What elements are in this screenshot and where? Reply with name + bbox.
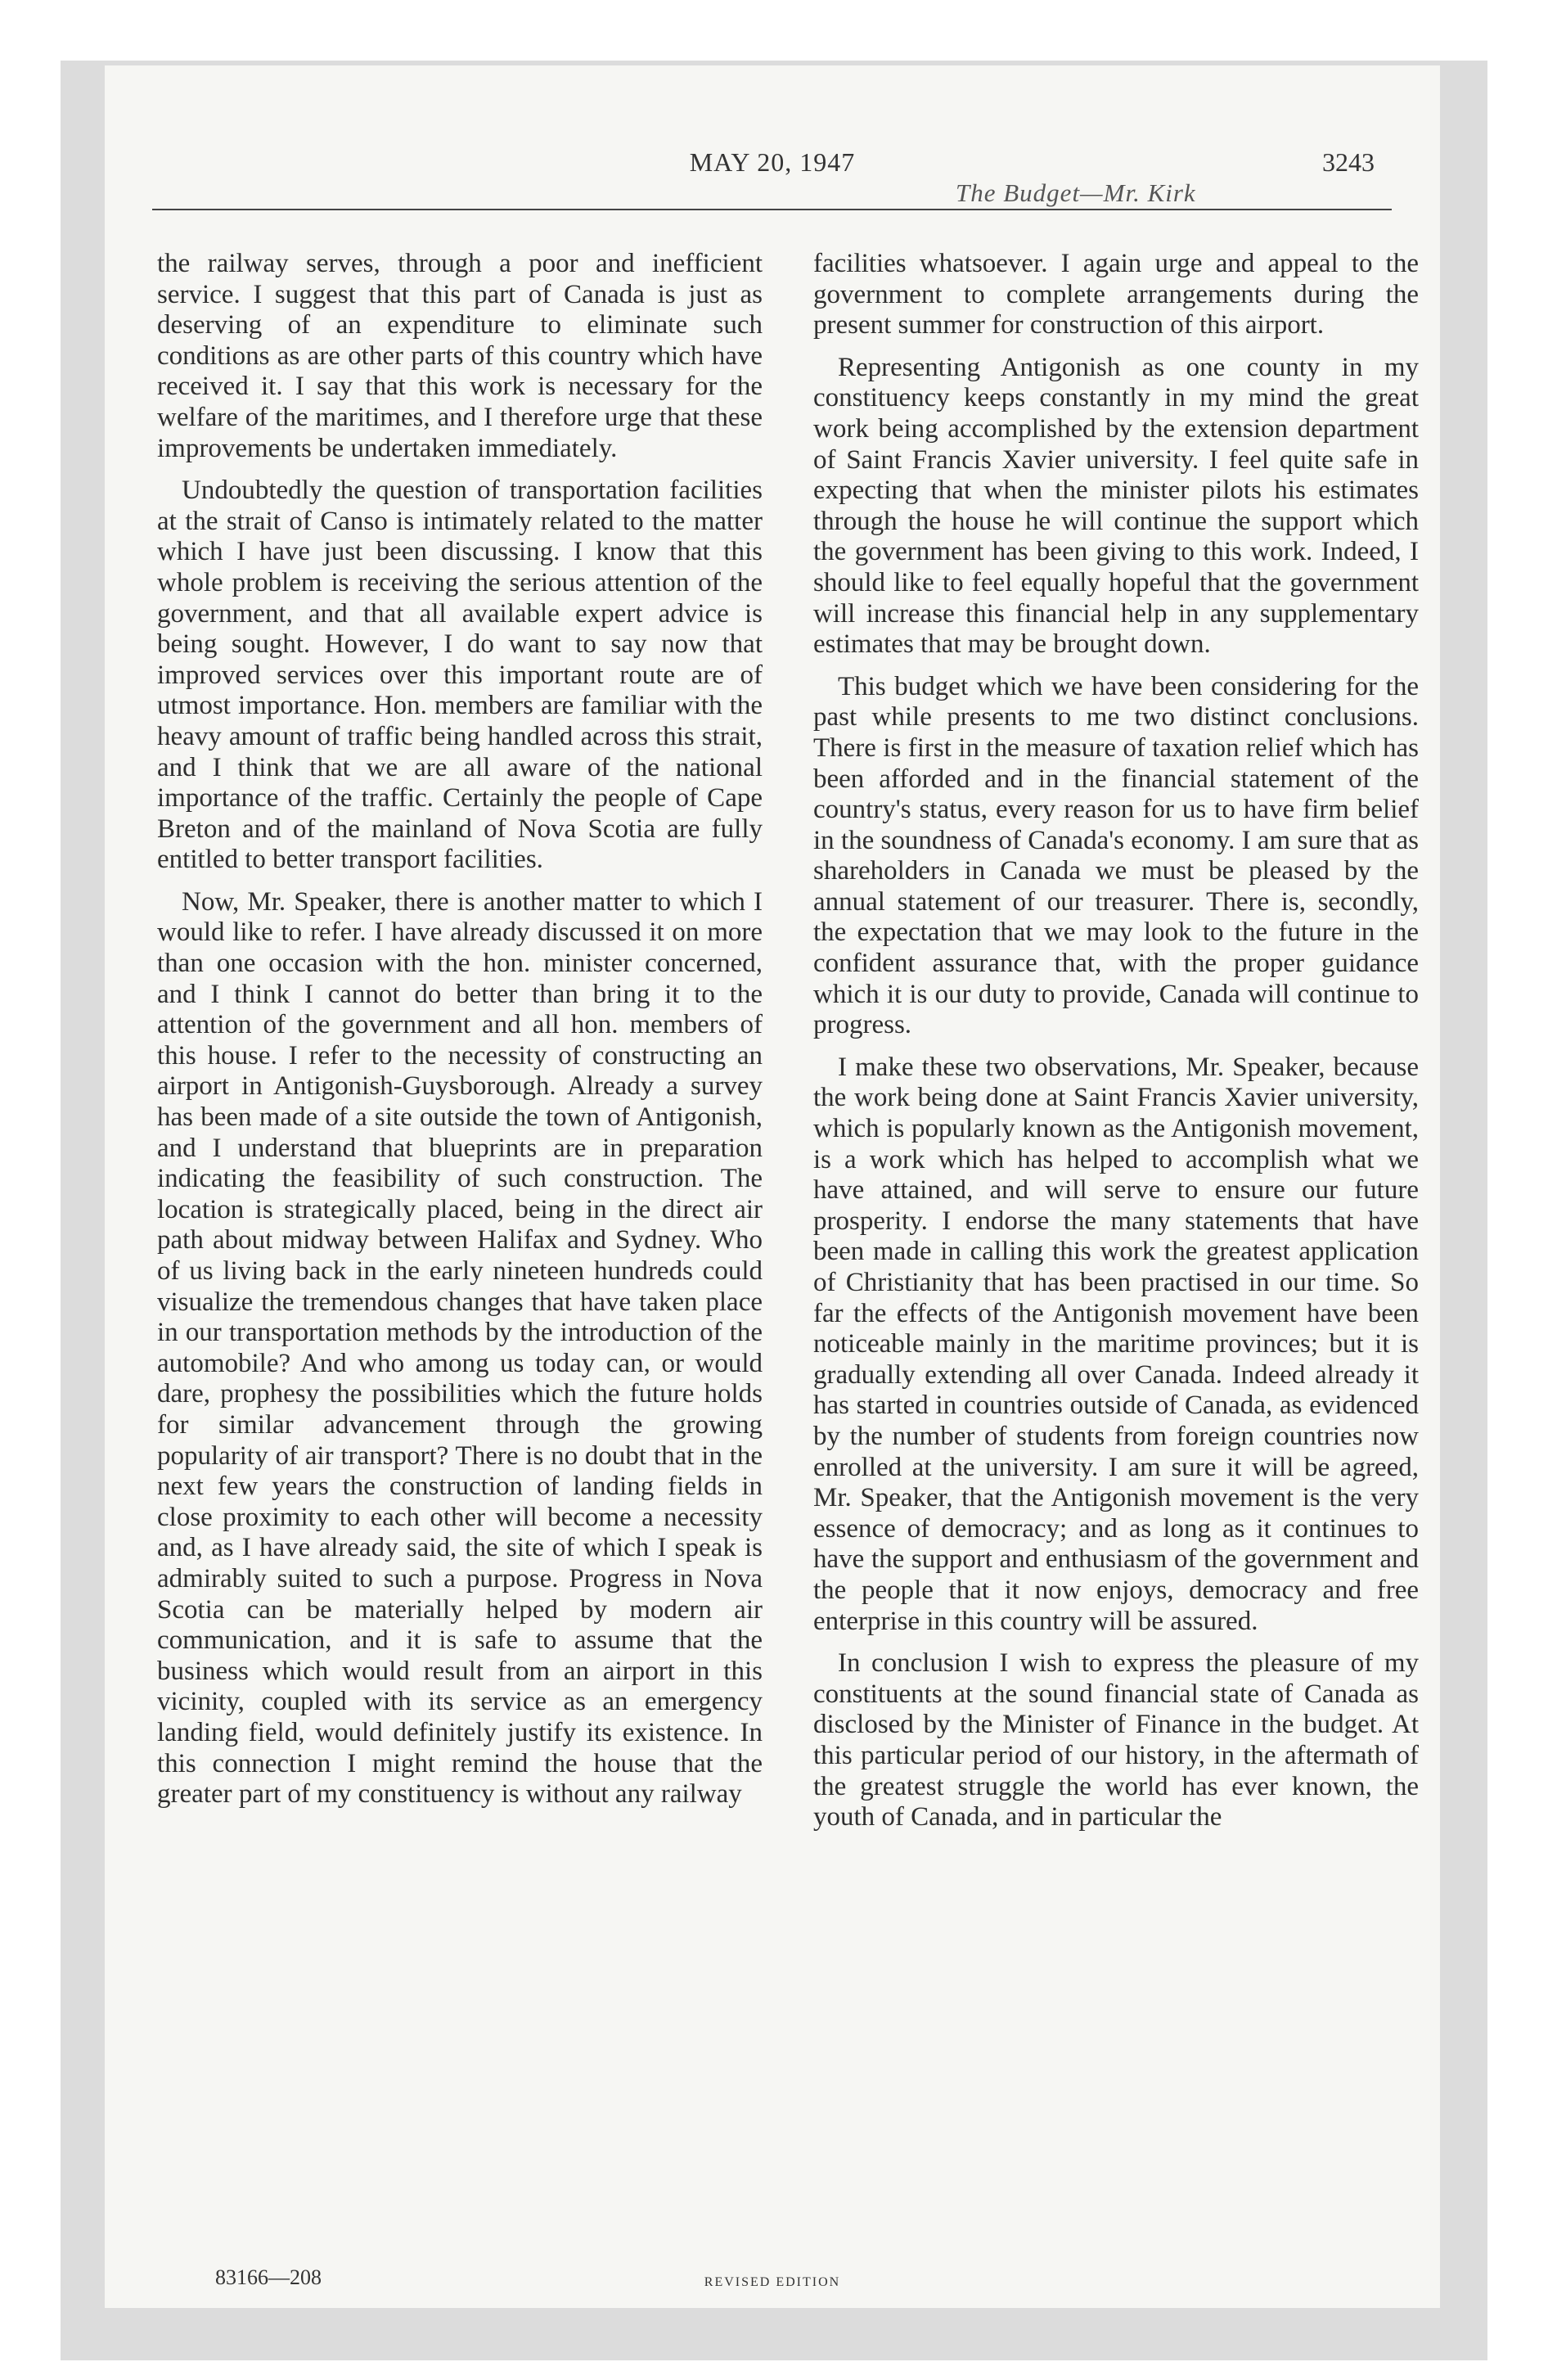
page-number: 3243 <box>1322 147 1375 177</box>
left-paragraph-3: Now, Mr. Speaker, there is another matter to which I would like to refer. I have already discussed it on more than one occasion with the hon. minister concerned, and I think I cannot do better than bring it to the attention of the government and all hon. members of this house. I refer to the necessity of constructing an airport in Antigonish-Guysborough. Already a survey has been made of a site outside the town of Antigonish, and I understand that blueprints are in preparation indicating the feasibility of such construction. The location is strategically placed, being in the direct air path about midway between Halifax and Sydney. Who of us living back in the early nineteen hundreds could visualize the tremendous changes that have taken place in our transportation methods by the introduction of the automobile? And who among us today can, or would dare, prophesy the possibilities which the future holds for similar advancement through the growing popularity of air transport? There is no doubt that in the next few years the construction of landing fields in close proximity to each other will become a necessity and, as I have already said, the site of which I speak is admirably suited to such a purpose. Progress in Nova Scotia can be materially helped by modern air communication, and it is safe to assume that the business which would result from an airport in this vicinity, coupled with its service as an emergency landing field, would definitely justify its existence. In this connection I might remind the house that the greater part of my constituency is without any railway <box>157 886 763 1810</box>
right-paragraph-5: In conclusion I wish to express the pleasure of my constituents at the sound financial state of Canada as disclosed by the Minister of Finance in the budget. At this particular period of our history, in the aftermath of the greatest struggle the world has ever known, the youth of Canada, and in particular the <box>813 1648 1419 1832</box>
page-header <box>105 65 1440 213</box>
edition-label: REVISED EDITION <box>704 2275 841 2289</box>
left-column <box>157 249 763 1822</box>
right-paragraph-4: I make these two observations, Mr. Speaker, because the work being done at Saint Francis Xavier university, which is popularly known as the Antigonish movement, is a work which has helped to accomplish what we have attained, and will serve to ensure our future prosperity. I endorse the many statements that have been made in calling this work the greatest application of Christianity that has been practised in our time. So far the effects of the Antigonish movement have been noticeable mainly in the maritime provinces; but it is gradually extending all over Canada. Indeed already it has started in countries outside of Canada, as evidenced by the number of students from foreign countries now enrolled at the university. I am sure it will be agreed, Mr. Speaker, that the Antigonish movement is the very essence of democracy; and as long as it continues to have the support and enthusiasm of the government and the people that it now enjoys, democracy and free enterprise in this country will be assured. <box>813 1052 1419 1636</box>
right-paragraph-2: Representing Antigonish as one county in my constituency keeps constantly in my mind the great work being accomplished by the extension department of Saint Francis Xavier university. I feel quite safe in expecting that when the minister pilots his estimates through the house he will continue the support which the government has been giving to this work. Indeed, I should like to feel equally hopeful that the government will increase this financial help in any supplementary estimates that may be brought down. <box>813 352 1419 660</box>
left-paragraph-1: the railway serves, through a poor and inefficient service. I suggest that this part of Canada is just as deserving of an expenditure to eliminate such conditions as are other parts of this country which have received it. I say that this work is necessary for the welfare of the maritimes, and I therefore urge that these improvements be undertaken immediately. <box>157 249 763 463</box>
header-date: MAY 20, 1947 <box>689 147 856 177</box>
right-paragraph-3: This budget which we have been considering for the past while presents to me two distinct conclusions. There is first in the measure of taxation relief which has been afforded and in the financial statement of the country's status, every reason for us to have firm belief in the soundness of Canada's economy. I am sure that as shareholders in Canada we must be pleased by the annual statement of our treasurer. There is, secondly, the expectation that we may look to the future in the confident assurance that, with the proper guidance which it is our duty to provide, Canada will continue to progress. <box>813 671 1419 1040</box>
left-paragraph-2: Undoubtedly the question of transportation facilities at the strait of Canso is intimately related to the matter which I have just been discussing. I know that this whole problem is receiving the serious attention of the government, and that all available expert advice is being sought. However, I do want to say now that improved services over this important route are of utmost importance. Hon. members are familiar with the heavy amount of traffic being handled across this strait, and I think that we are all aware of the national importance of the traffic. Certainly the people of Cape Breton and of the mainland of Nova Scotia are fully entitled to better transport facilities. <box>157 476 763 875</box>
header-divider <box>152 209 1392 210</box>
print-code: 83166—208 <box>215 2265 322 2289</box>
right-paragraph-1: facilities whatsoever. I again urge and appeal to the government to complete arrangements during the present summer for construction of this airport. <box>813 249 1419 340</box>
document-page <box>105 65 1440 2308</box>
right-column <box>813 249 1419 1845</box>
running-title: The Budget—Mr. Kirk <box>956 178 1196 207</box>
